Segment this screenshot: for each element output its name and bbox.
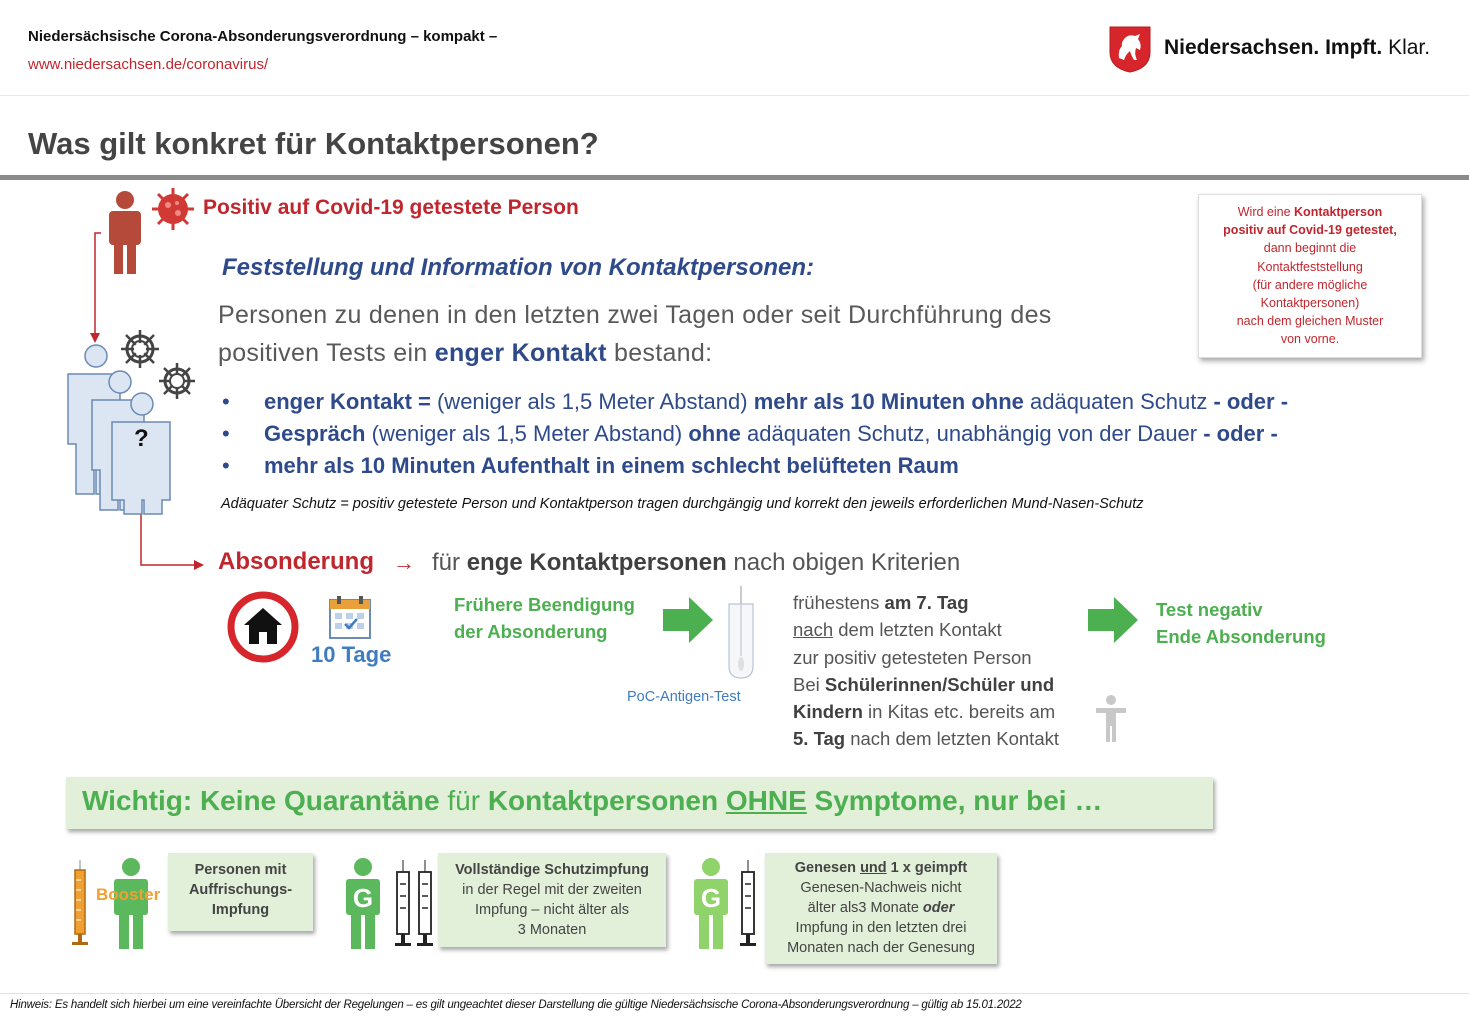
virus-icon [157,361,197,401]
list-item: • mehr als 10 Minuten Aufenthalt in einem schlecht belüfteten Raum [222,450,1288,482]
arrow-right-icon [663,597,713,643]
list-item: • enger Kontakt = (weniger als 1,5 Meter Abstand) mehr als 10 Minuten ohne adäquaten Schutz - oder - [222,386,1288,418]
adaequat-note: Adäquater Schutz = positiv getestete Person und Kontaktperson tragen durchgängig und korrekt den jeweils erforderlichen Mund-Nasen-Schutz [221,496,1144,512]
page-title: Was gilt konkret für Kontaktpersonen? [28,126,599,161]
list-item: • Gespräch (weniger als 1,5 Meter Abstand) ohne adäquaten Schutz, unabhängig von der Dauer - oder - [222,418,1288,450]
arrow-right-icon [1088,597,1138,643]
footer-hinweis: Hinweis: Es handelt sich hierbei um eine vereinfachte Übersicht der Regelungen – es gilt ungeachtet dieser Darstellung die gültige Niedersächsische Corona-Absonderungsverordnung – gültig ab 15.01.2022 [10,999,1022,1011]
poc-antigen-test-label: PoC-Antigen-Test [627,689,741,705]
contact-criteria-list [222,386,1288,482]
booster-label: Booster [96,885,161,904]
tage-label: 10 Tage [311,642,392,667]
footer-divider [0,993,1469,994]
positive-person-label: Positiv auf Covid-19 getestete Person [203,196,579,219]
absonderung-label: Absonderung [218,548,374,575]
house-icon [226,590,300,664]
syringe-icon [70,860,90,948]
fruehestens-text: frühestens am 7. Tag nach dem letzten Kontakt zur positiv getesteten Person Bei Schülerinnen/Schüler und Kindern in Kitas etc. bereits am 5. Tag nach dem letzten Kontakt [793,592,1059,750]
side-info-box: Wird eine Kontaktperson positiv auf Covid-19 getestet, dann beginnt die Kontaktfeststellung (für andere mögliche Kontaktpersonen) nach dem gleichen Muster von vorne. [1198,194,1422,358]
personen-text: Personen zu denen in den letzten zwei Tagen oder seit Durchführung des positiven Tests ein enger Kontakt bestand: [218,301,1052,367]
syringe-icon [393,860,437,950]
test-tube-icon [723,586,759,682]
absonderung-text: für enge Kontaktpersonen nach obigen Kriterien [432,549,961,576]
brand-slogan: Niedersachsen. Impft. Klar. [1164,36,1431,59]
arrow-right-icon: → [393,550,415,575]
virus-icon [119,328,161,370]
info-box-genesen: Genesen und 1 x geimpft Genesen-Nachweis nicht älter als3 Monate oder Impfung in den letzten drei Monaten nach der Genesung [765,853,997,964]
person-icon [688,857,734,951]
test-negativ-label: Test negativ Ende Absonderung [1156,599,1326,647]
wichtig-text: Wichtig: Keine Quarantäne für Kontaktpersonen OHNE Symptome, nur bei … [82,785,1103,816]
calendar-icon [328,594,372,640]
info-box-schutzimpfung: Vollständige Schutzimpfung in der Regel mit der zweiten Impfung – nicht älter als 3 Monaten [438,853,666,947]
fruehere-beendigung: Frühere Beendigung der Absonderung [454,594,635,642]
child-icon [1093,694,1129,744]
g-letter: G [700,883,722,913]
info-box-auffrischung: Personen mit Auffrischungs- Impfung [168,853,313,931]
syringe-icon [738,860,758,950]
svg-text:?: ? [134,425,149,452]
person-icon [340,857,386,951]
header-url[interactable]: www.niedersachsen.de/coronavirus/ [28,56,269,73]
feststellung-heading: Feststellung und Information von Kontaktpersonen: [222,254,815,281]
header-title: Niedersächsische Corona-Absonderungsverordnung – kompakt – [28,28,498,45]
g-letter: G [352,883,374,913]
